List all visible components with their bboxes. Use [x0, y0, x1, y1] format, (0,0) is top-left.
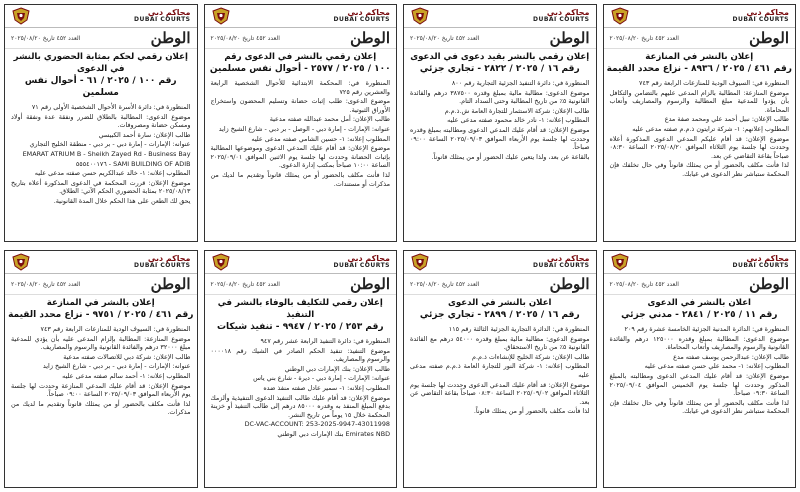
newspaper-brand — [404, 28, 596, 49]
issue-meta: العدد ٤٥٢ تاريخ ٢٠٢٥/٠٨/٢٠ — [210, 34, 280, 42]
notice-header — [404, 5, 596, 28]
notice-header — [604, 251, 796, 274]
notice-paragraph: عنوانه: الإمارات - إمارة دبي - بر دبي - شارع الشيخ زايد — [42, 362, 191, 371]
notice-paragraph: لذا فأنت مكلف بالحضور أو من يمثلك قانوناً وتقديم ما لديك من مذكرات أو مستندات. — [210, 170, 390, 188]
court-name — [732, 9, 789, 23]
court-name — [134, 9, 191, 23]
notice-header — [404, 251, 596, 274]
court-name-en: DUBAI COURTS — [532, 262, 590, 269]
notice-paragraph: يحق لك الطعن على هذا الحكم خلال المدة القانونية. — [53, 196, 191, 205]
notice-paragraph: المطلوب إعلانه: ١- سمير عادل صفته منفذ ضده — [263, 383, 390, 392]
notice-title-line2: رقم ١٦ / ٢٠٢٥ / ٢٨٩٩ - تجاري جزئي — [419, 310, 580, 320]
court-notice-4 — [4, 4, 198, 242]
notice-body — [5, 322, 197, 417]
notice-paragraph: عنوانه: الإمارات - إمارة دبي - ديرة - شارع بني ياس — [253, 374, 390, 383]
court-name-ar: محاكم دبي — [147, 8, 191, 17]
notice-header — [205, 5, 397, 28]
dubai-crest-icon — [410, 253, 430, 271]
notice-paragraph: SAMI BUILDING OF ADIB - ٥٥٥٤٠٠١٧٦ — [75, 159, 191, 168]
notice-body — [205, 334, 397, 439]
notice-paragraph: موضوع التنفيذ: تنفيذ الحكم الصادر في الشيك رقم ٠٠٠٠١٨ والرسوم والمصاريف. — [210, 346, 390, 364]
court-name — [732, 255, 789, 269]
notice-paragraph: موضوع الإعلان: قد أقام عليك طالب التنفيذ الدعوى التنفيذية وألزمك بدفع المبلغ المنفذ به وقدره ٨٥٠٠٠ درهم إلى طالب التنفيذ أو خزينة المحكمة خلال ١٥ يوماً من تاريخ النشر. — [210, 393, 390, 419]
notice-paragraph: طالب الإعلان: عبدالرحمن يوسف صفته مدع — [673, 352, 789, 361]
court-name-en: DUBAI COURTS — [732, 262, 789, 269]
notice-paragraph: عنوانه: الإمارات - إمارة دبي - الوصل - بر دبي - شارع الشيخ زايد — [218, 124, 390, 133]
notice-paragraph: موضوع الدعوى: المطالبة بمبلغ وقدره ١٢٥٠٠٠ درهم والفائدة القانونية والرسوم والمصاريف وأتعاب المحاماة. — [609, 334, 789, 352]
notice-paragraph: طالب الإعلان: شركة الاستثمار للتجارة العامة ش.ذ.م.م — [444, 106, 590, 115]
notice-paragraph: المنظورة في: دائرة الأسرة الأحوال الشخصية الأولى رقم ٧١ — [31, 103, 191, 111]
issue-meta: العدد ٤٥٢ تاريخ ٢٠٢٥/٠٨/٢٠ — [410, 280, 480, 288]
notice-title — [205, 49, 397, 76]
notice-paragraph: المنظورة في: دائرة التنفيذ الرابعة عشر رقم ٩٤٧ — [260, 337, 390, 345]
notice-title — [604, 49, 796, 76]
notice-paragraph: المنظورة في: السيوف الودية للمنازعات الرابعة رقم ٧٤٣ — [639, 79, 789, 87]
dubai-crest-icon — [11, 253, 31, 271]
court-notice-2 — [403, 4, 597, 242]
court-name — [333, 255, 390, 269]
notice-paragraph: المطلوب إعلانهم: ١- شركة ترايتون ذ.م.م صفته مدعى عليه — [632, 124, 789, 133]
court-name-ar: محاكم دبي — [347, 8, 390, 17]
notice-title — [404, 295, 596, 322]
court-name-ar: محاكم دبي — [147, 254, 191, 263]
court-name — [533, 255, 590, 269]
notice-paragraph: المطلوب إعلانه: ١- خالد عبدالكريم حسن صفته مدعى عليه — [34, 169, 191, 178]
notice-paragraph: موضوع الإعلان: قد أقام عليك المدعي الدعوى ومطالبته بمبلغ وقدره وحددت لها جلسة يوم الأربعاء الموافق ٢٠٢٥/٠٩/٠٣ الساعة ٠٩:٠٠ صباحاً. — [410, 125, 590, 152]
notice-paragraph: طالب الإعلان: نبيل أحمد علي ومحمد صفة مدع — [664, 115, 789, 124]
dubai-crest-icon — [211, 7, 231, 25]
notice-title-line1: اعلان بالنشر في الدعوى — [447, 298, 552, 308]
notice-paragraph: المطلوب إعلانه: ١- شركة النور للتجارة العامة ذ.م.م صفته مدعى عليه — [410, 362, 590, 379]
notice-paragraph: موضوع الدعوى: مطالبة مالية بمبلغ وقدره ٥٤٠٠٠ درهم مع الفائدة القانونية ٥٪ من تاريخ الاستحقاق. — [410, 334, 590, 352]
court-name-ar: محاكم دبي — [746, 8, 789, 17]
newspaper-brand — [205, 28, 397, 49]
court-name-en: DUBAI COURTS — [133, 16, 191, 23]
newspaper-brand — [404, 274, 596, 295]
notice-title-line2: رقم ٢٥٣ / ٢٠٢٥ / ٩٩٤٧ - تنفيذ شيكات — [216, 322, 384, 332]
notice-paragraph: DC-VAC-ACCOUNT: 253-2025-9947-43011998 — [244, 420, 390, 429]
notice-header — [5, 251, 197, 274]
notice-paragraph: موضوع الإعلان: قررت المحكمة في الدعوى المذكورة أعلاه بتاريخ ٢٠٢٥/٠٨/١٣ بمثابة الحضوري الحكم الآتي: الطلاق. — [11, 178, 191, 196]
court-name-en: DUBAI COURTS — [732, 16, 789, 23]
notice-paragraph: موضوع الإعلان: قد أقام عليك المدعي الدعوى ومطالبته بالمبلغ المذكور وحددت لها جلسة يوم الخميس الموافق ٢٠٢٥/٠٩/٠٤ الساعة ٠٩:٣٠ صباحاً. — [609, 371, 789, 398]
court-name-ar: محاكم دبي — [746, 254, 789, 263]
notices-grid — [4, 4, 796, 488]
notice-paragraph: المنظورة في: الدائرة التجارية الجزئية الثالثة رقم ١١٥ — [448, 325, 590, 333]
court-notice-7 — [204, 250, 398, 488]
notice-title-line1: إعلان رقمي بالنشر بقيد دعوى في الدعوى — [410, 52, 590, 62]
newspaper-logo: الوطن — [350, 29, 390, 47]
newspaper-brand — [5, 274, 197, 295]
notice-paragraph: المطلوب إعلانه: ١- نادر خالد محمود صفته مدعى عليه — [447, 116, 590, 125]
newspaper-brand — [604, 28, 796, 49]
notice-paragraph: لذا فأنت مكلف بالحضور أو من يمثلك قانوناً وتقديم ما لديك من مذكرات. — [11, 399, 191, 417]
dubai-crest-icon — [610, 7, 630, 25]
notice-paragraph: طالب الإعلان: أمل محمد عبدالله صفته مدعية — [269, 115, 390, 124]
notice-paragraph: موضوع الإعلان: قد أقام عليكم المدعي الدعوى المذكورة أعلاه وحددت لها جلسة يوم الثلاثاء الموافق ٢٠٢٥/٠٨/٢٠ الساعة ٠٨:٣٠ صباحاً بقاعة التقاضي عن بعد. — [609, 134, 789, 160]
newspaper-logo: الوطن — [150, 275, 191, 293]
newspaper-logo: الوطن — [350, 275, 390, 293]
notice-body — [5, 100, 197, 206]
notice-title-line1: إعلان رقمي بالنشر في الدعوى رقم — [224, 52, 377, 62]
notice-title-line1: اعلان بالنشر في الدعوى — [647, 298, 752, 308]
court-name-en: DUBAI COURTS — [333, 262, 390, 269]
notice-paragraph: طالب الإعلان: بنك الإمارات دبي الوطني — [284, 364, 390, 373]
notice-body — [604, 76, 796, 179]
notice-paragraph: المطلوب إعلانه: ١- حسين الشامي صفته مدعى عليه — [251, 134, 390, 143]
notice-body — [205, 76, 397, 188]
court-name — [533, 9, 590, 23]
notice-paragraph: طالب الإعلان: سارة أحمد الكبيسي — [98, 130, 191, 139]
court-notice-6 — [403, 250, 597, 488]
court-notice-3 — [204, 4, 398, 242]
notice-paragraph: طالب الإعلان: شركة دبي للاتصالات صفته مدعية — [63, 352, 191, 361]
notice-title-line2: رقم ١٦ / ٢٠٢٥ / ٢٨٢٢ - تجاري جزئي — [419, 64, 580, 74]
notice-paragraph: موضوع الإعلان: قد أقام عليك المدعي المنازعة وحددت لها جلسة يوم الأربعاء الموافق ٢٠٢٥/٠٩/٠٣ الساعة ٠٩:٠٠ صباحاً. — [11, 381, 191, 399]
notice-paragraph: المنظورة في: السيوف الودية للمنازعات الرابعة رقم ٧٤٣ — [40, 325, 191, 333]
notice-title-line1: إعلان بالنشر في المنازعة — [46, 298, 155, 308]
dubai-crest-icon — [211, 253, 231, 271]
notice-paragraph: لذا فأنت مكلف بالحضور أو من يمثلك قانوناً. — [473, 407, 590, 416]
newspaper-brand — [5, 28, 197, 49]
issue-meta: العدد ٤٥٢ تاريخ ٢٠٢٥/٠٨/٢٠ — [11, 34, 81, 42]
court-name — [333, 9, 390, 23]
notice-paragraph: Emirates NBD بنك الإمارات دبي الوطني — [277, 429, 390, 438]
notice-title-line2: رقم ١١ / ٢٠٢٥ / ٢٨٤١ - مدني جزئي — [621, 310, 778, 320]
court-name-ar: محاكم دبي — [546, 254, 590, 263]
notice-paragraph: طالب الإعلان: شركة الخليج للإنشاءات ذ.م.م — [472, 352, 590, 361]
court-name-en: DUBAI COURTS — [333, 16, 390, 23]
notice-paragraph: موضوع الإعلان: قد أقام عليك المدعي الدعوى وحددت لها جلسة يوم الثلاثاء الموافق ٢٠٢٥/٠٩/٠٢ الساعة ٠٨:٣٠ صباحاً بقاعة التقاضي عن بعد. — [410, 380, 590, 406]
notice-paragraph: موضوع الإعلان: قد أقام عليك المدعي الدعوى وموضوعها المطالبة بإثبات الحضانة وحددت لها جلسة يوم الاثنين الموافق ٢٠٢٥/٠٩/٠١ الساعة ١٠:٠٠ صباحاً بمكتب إدارة الدعوى. — [210, 144, 390, 170]
notice-paragraph: المنظورة في: المحكمة الابتدائية للأحوال الشخصية الرابعة والعشرين رقم ٧٢٥ — [210, 79, 390, 96]
issue-meta: العدد ٤٥٢ تاريخ ٢٠٢٥/٠٨/٢٠ — [210, 280, 280, 288]
notice-paragraph: المنظورة في: دائرة التنفيذ الجزئية التجارية رقم ٨٠٠ — [451, 79, 590, 87]
notice-body — [604, 322, 796, 416]
newspaper-logo: الوطن — [150, 29, 191, 47]
notice-title — [5, 295, 197, 322]
court-name-ar: محاكم دبي — [347, 254, 390, 263]
notice-paragraph: المطلوب إعلانه: ١- محمد علي حسن صفته مدعى عليه — [644, 362, 789, 371]
notice-paragraph: موضوع المنازعة: المطالبة بالزام المدعى عليهم بالتضامن والتكافل بأن يؤدوا للمدعية مبلغ المطالبة والرسوم والمصاريف وأتعاب المحاماة. — [609, 88, 789, 114]
dubai-crest-icon — [11, 7, 31, 25]
notice-paragraph: المطلوب إعلانه: ١- أحمد سالم صفته مدعى عليه — [62, 371, 191, 380]
notice-title-line2: رقم ١٠٠ / ٢٠٢٥ / ٦١ - أحوال نفس مسلمين — [24, 76, 177, 98]
court-name-en: DUBAI COURTS — [532, 16, 590, 23]
notice-body — [404, 322, 596, 416]
court-notice-5 — [603, 250, 797, 488]
notice-paragraph: موضوع الدعوى: مطالبة مالية بمبلغ وقدره ٣٨٧٥٠٠ درهم والفائدة القانونية ٥٪ من تاريخ المطالبة وحتى السداد التام. — [410, 88, 590, 106]
dubai-crest-icon — [610, 253, 630, 271]
notice-title-line1: إعلان رقمي لحكم بمثابة الحضوري بالنشر في الدعوى — [13, 52, 188, 74]
notice-header — [5, 5, 197, 28]
notice-header — [205, 251, 397, 274]
notice-title — [604, 295, 796, 322]
notice-header — [604, 5, 796, 28]
court-notice-8 — [4, 250, 198, 488]
court-notice-1 — [603, 4, 797, 242]
issue-meta: العدد ٤٥٢ تاريخ ٢٠٢٥/٠٨/٢٠ — [410, 34, 480, 42]
notice-paragraph: لذا فأنت مكلف بالحضور أو من يمثلك قانوناً وفي حال تخلفك فإن المحكمة ستباشر نظر الدعوى في غيابك. — [609, 398, 789, 416]
notice-paragraph: عنوانه: الإمارات - إمارة دبي - بر دبي - منطقة الخليج التجاري — [29, 140, 191, 149]
newspaper-logo: الوطن — [749, 29, 789, 47]
notice-title-line2: ١٠٠ / ٢٠٢٥ / ٢٥٧٧ - أحوال نفس مسلمين — [209, 64, 391, 74]
notice-title — [404, 49, 596, 76]
court-name — [134, 255, 191, 269]
notice-title — [5, 49, 197, 100]
notice-title-line1: إعلان بالنشر في المنازعة — [645, 52, 754, 62]
notice-body — [404, 76, 596, 161]
newspaper-logo: الوطن — [549, 275, 590, 293]
issue-meta: العدد ٤٥٢ تاريخ ٢٠٢٥/٠٨/٢٠ — [11, 280, 81, 288]
court-name-ar: محاكم دبي — [546, 8, 590, 17]
notice-paragraph: موضوع الدعوى: المطالبة بالطلاق للضرر ونفقة عدة ونفقة أولاد ومسكن حضانة ومصروفات. — [11, 112, 191, 130]
notice-title-line1: إعلان رقمي للتكليف بالوفاء بالنشر في التنفيذ — [217, 298, 383, 320]
newspaper-logo: الوطن — [549, 29, 590, 47]
newspaper-logo: الوطن — [749, 275, 789, 293]
notice-paragraph: المنظورة في: الدائرة المدنية الجزئية الخامسة عشرة رقم ٢٠٩ — [624, 325, 789, 333]
court-name-en: DUBAI COURTS — [133, 262, 191, 269]
notice-title-line2: رقم ٤٦١ / ٢٠٢٥ / ٩٧٥١ - نزاع محدد القيمة — [8, 310, 194, 320]
issue-meta: العدد ٤٥٢ تاريخ ٢٠٢٥/٠٨/٢٠ — [609, 34, 679, 42]
notice-paragraph: EMARAT ATRIUM B - Sheikh Zayed Rd - Business Bay — [22, 149, 191, 158]
notice-title-line2: رقم ٤٦١ / ٢٠٢٥ / ٨٩٣٦ - نزاع محدد القيمة — [606, 64, 792, 74]
notice-title — [205, 295, 397, 334]
notice-paragraph: لذا فأنت مكلف بالحضور أو من يمثلك قانوناً وفي حال تخلفك فإن المحكمة ستباشر نظر الدعوى في غيابك. — [609, 161, 789, 178]
dubai-crest-icon — [410, 7, 430, 25]
newspaper-brand — [205, 274, 397, 295]
notice-paragraph: موضوع المنازعة: المطالبة بإلزام المدعى عليه بأن يؤدي للمدعية مبلغ ٣٢٠٠٠ درهم والفائدة القانونية والرسوم والمصاريف. — [11, 334, 191, 352]
newspaper-brand — [604, 274, 796, 295]
notice-paragraph: بالقاعة عن بعد، ولذا يتعين عليك الحضور أو من يمثلك قانوناً. — [431, 152, 590, 161]
issue-meta: العدد ٤٥٢ تاريخ ٢٠٢٥/٠٨/٢٠ — [609, 280, 679, 288]
notice-paragraph: موضوع الدعوى: طلب إثبات حضانة وتسليم المحضون واستخراج الأوراق الثبوتية. — [210, 97, 390, 114]
